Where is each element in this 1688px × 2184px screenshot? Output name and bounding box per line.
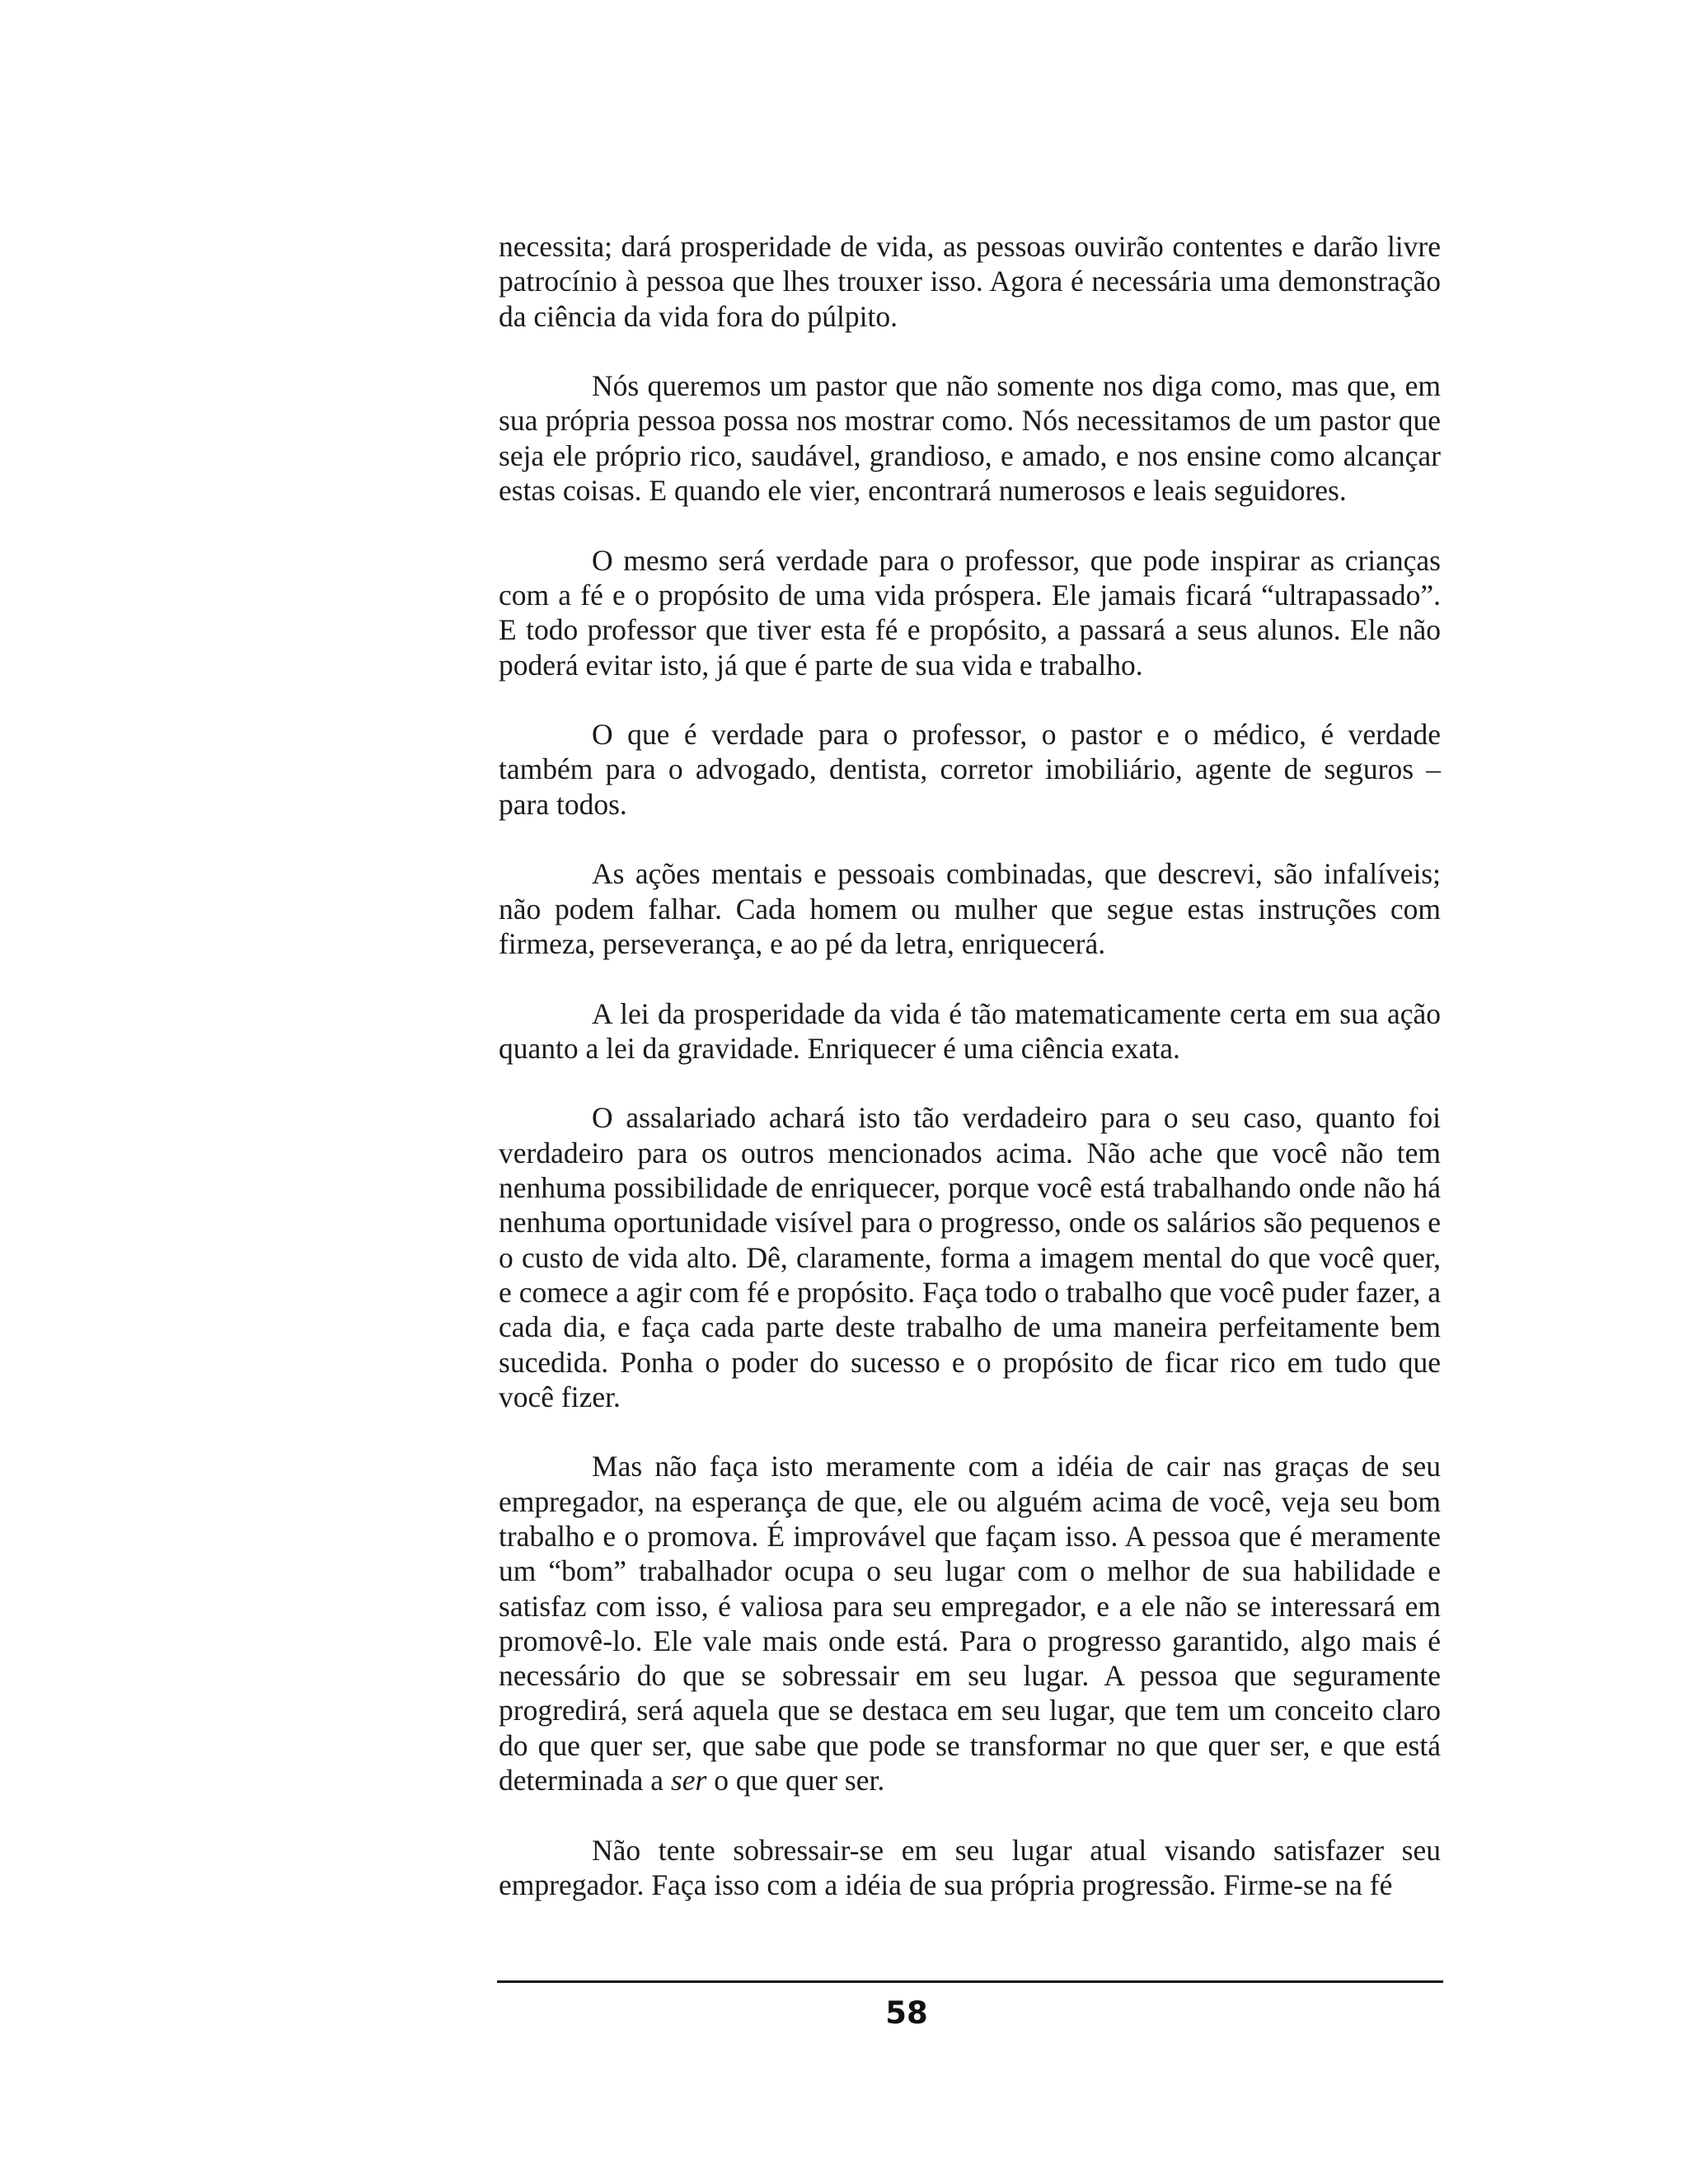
paragraph-8 bbox=[499, 1449, 1441, 1797]
paragraph-9: Não tente sobressair-se em seu lugar atual visando satisfazer seu empregador. Faça isso com a idéia de sua própria progressão. Firme-se na fé bbox=[499, 1833, 1441, 1901]
paragraph-8-emphasis: ser bbox=[670, 1764, 707, 1797]
paragraph-7: O assalariado achará isto tão verdadeiro para o seu caso, quanto foi verdadeiro para os outros mencionados acima. Não ache que você não tem nenhuma possibilidade de enriquecer, porque você está trabalhando onde não há nenhuma oportunidade visível para o progresso, onde os salários são pequenos e o custo de vida alto. Dê, claramente, forma a imagem mental do que você quer, e comece a agir com fé e propósito. Faça todo o trabalho que você puder fazer, a cada dia, e faça cada parte deste trabalho de uma maneira perfeitamente bem sucedida. Ponha o poder do sucesso e o propósito de ficar rico em tudo que você fizer. bbox=[499, 1101, 1441, 1413]
paragraph-3: O mesmo será verdade para o professor, que pode inspirar as crianças com a fé e o propósito de uma vida próspera. Ele jamais ficará “ultrapassado”. E todo professor que tiver esta fé e propósito, a passará a seus alunos. Ele não poderá evitar isto, já que é parte de sua vida e trabalho. bbox=[499, 543, 1441, 682]
paragraph-8-text-after: o que quer ser. bbox=[706, 1764, 885, 1797]
paragraph-1: necessita; dará prosperidade de vida, as pessoas ouvirão contentes e darão livre patrocínio à pessoa que lhes trouxer isso. Agora é necessária uma demonstração da ciência da vida fora do púlpito. bbox=[499, 230, 1441, 333]
paragraph-6: A lei da prosperidade da vida é tão matematicamente certa em sua ação quanto a lei da gravidade. Enriquecer é uma ciência exata. bbox=[499, 996, 1441, 1065]
page-number: 58 bbox=[885, 1995, 928, 2031]
footer-rule bbox=[497, 1980, 1443, 1983]
paragraph-4: O que é verdade para o professor, o pastor e o médico, é verdade também para o advogado, dentista, corretor imobiliário, agente de seguros – para todos. bbox=[499, 718, 1441, 821]
paragraph-8-text-before: Mas não faça isto meramente com a idéia de cair nas graças de seu empregador, na esperança de que, ele ou alguém acima de você, veja seu bom trabalho e o promova. É improvável que façam isso. A pessoa que é meramente um “bom” trabalhador ocupa o seu lugar com o melhor de sua habilidade e satisfaz com isso, é valiosa para seu empregador, e a ele não se interessará em promovê-lo. Ele vale mais onde está. Para o progresso garantido, algo mais é necessário do que se sobressair em seu lugar. A pessoa que seguramente progredirá, será aquela que se destaca em seu lugar, que tem um conceito claro do que quer ser, que sabe que pode se transformar no que quer ser, e que está determinada a bbox=[499, 1450, 1441, 1797]
paragraph-2: Nós queremos um pastor que não somente nos diga como, mas que, em sua própria pessoa possa nos mostrar como. Nós necessitamos de um pastor que seja ele próprio rico, saudável, grandioso, e amado, e nos ensine como alcançar estas coisas. E quando ele vier, encontrará numerosos e leais seguidores. bbox=[499, 369, 1441, 508]
body-text bbox=[499, 229, 1441, 1902]
paragraph-5: As ações mentais e pessoais combinadas, que descrevi, são infalíveis; não podem falhar. Cada homem ou mulher que segue estas instruções com firmeza, perseverança, e ao pé da letra, enriquecerá. bbox=[499, 857, 1441, 960]
